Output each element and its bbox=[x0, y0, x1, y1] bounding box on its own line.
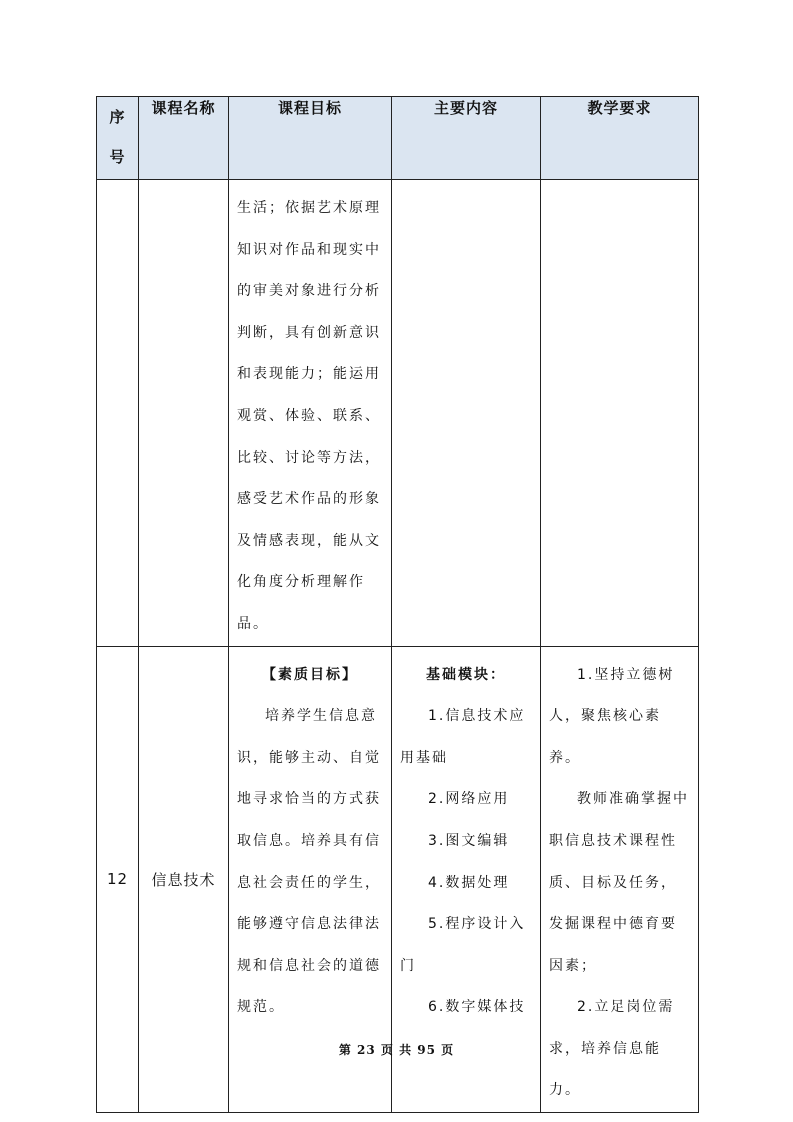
goal-text: 培养学生信息意识，能够主动、自觉地寻求恰当的方式获取信息。培养具有信息社会责任的学生，能够遵守信息法律法规和信息社会的道德规范。 bbox=[237, 708, 381, 1016]
content-item: 2.网络应用 bbox=[428, 791, 510, 808]
requirement-item: 2.立足岗位需求，培养信息能力。 bbox=[549, 999, 675, 1099]
content-item: 4.数据处理 bbox=[428, 874, 510, 891]
cell-requirement-empty bbox=[541, 180, 699, 647]
goal-heading: 【素质目标】 bbox=[262, 666, 358, 683]
cell-seq-empty bbox=[97, 180, 139, 647]
header-seq-top: 序 bbox=[109, 108, 126, 126]
content-item: 6.数字媒体技 bbox=[428, 999, 526, 1016]
header-teaching-requirement: 教学要求 bbox=[541, 97, 699, 180]
table-header-row bbox=[97, 97, 699, 180]
content-heading: 基础模块： bbox=[426, 666, 506, 683]
header-seq bbox=[97, 97, 139, 180]
header-main-content: 主要内容 bbox=[392, 97, 541, 180]
course-table bbox=[96, 96, 699, 1113]
page-number-footer: 第 23 页 共 95 页 bbox=[338, 1043, 455, 1057]
content-item: 1.信息技术应用基础 bbox=[400, 708, 526, 766]
cell-course-name: 信息技术 bbox=[139, 646, 229, 1113]
cell-goal-continued bbox=[229, 180, 392, 647]
content-item: 5.程序设计入门 bbox=[400, 916, 526, 974]
requirement-item: 1.坚持立德树人，聚焦核心素养。 bbox=[549, 666, 675, 766]
requirement-item: 教师准确掌握中职信息技术课程性质、目标及任务，发掘课程中德育要因素； bbox=[549, 791, 689, 974]
header-seq-bottom: 号 bbox=[109, 148, 126, 166]
header-course-goal: 课程目标 bbox=[229, 97, 392, 180]
goal-continued-text: 生活；依据艺术原理知识对作品和现实中的审美对象进行分析判断，具有创新意识和表现能力；能运用观赏、体验、联系、比较、讨论等方法，感受艺术作品的形象及情感表现，能从文化角度分析理解作品。 bbox=[237, 200, 381, 632]
header-course-name: 课程名称 bbox=[139, 97, 229, 180]
cell-name-empty bbox=[139, 180, 229, 647]
cell-content-empty bbox=[392, 180, 541, 647]
cell-seq: 12 bbox=[97, 646, 139, 1113]
content-item: 3.图文编辑 bbox=[428, 832, 510, 849]
table-row-continued bbox=[97, 180, 699, 647]
